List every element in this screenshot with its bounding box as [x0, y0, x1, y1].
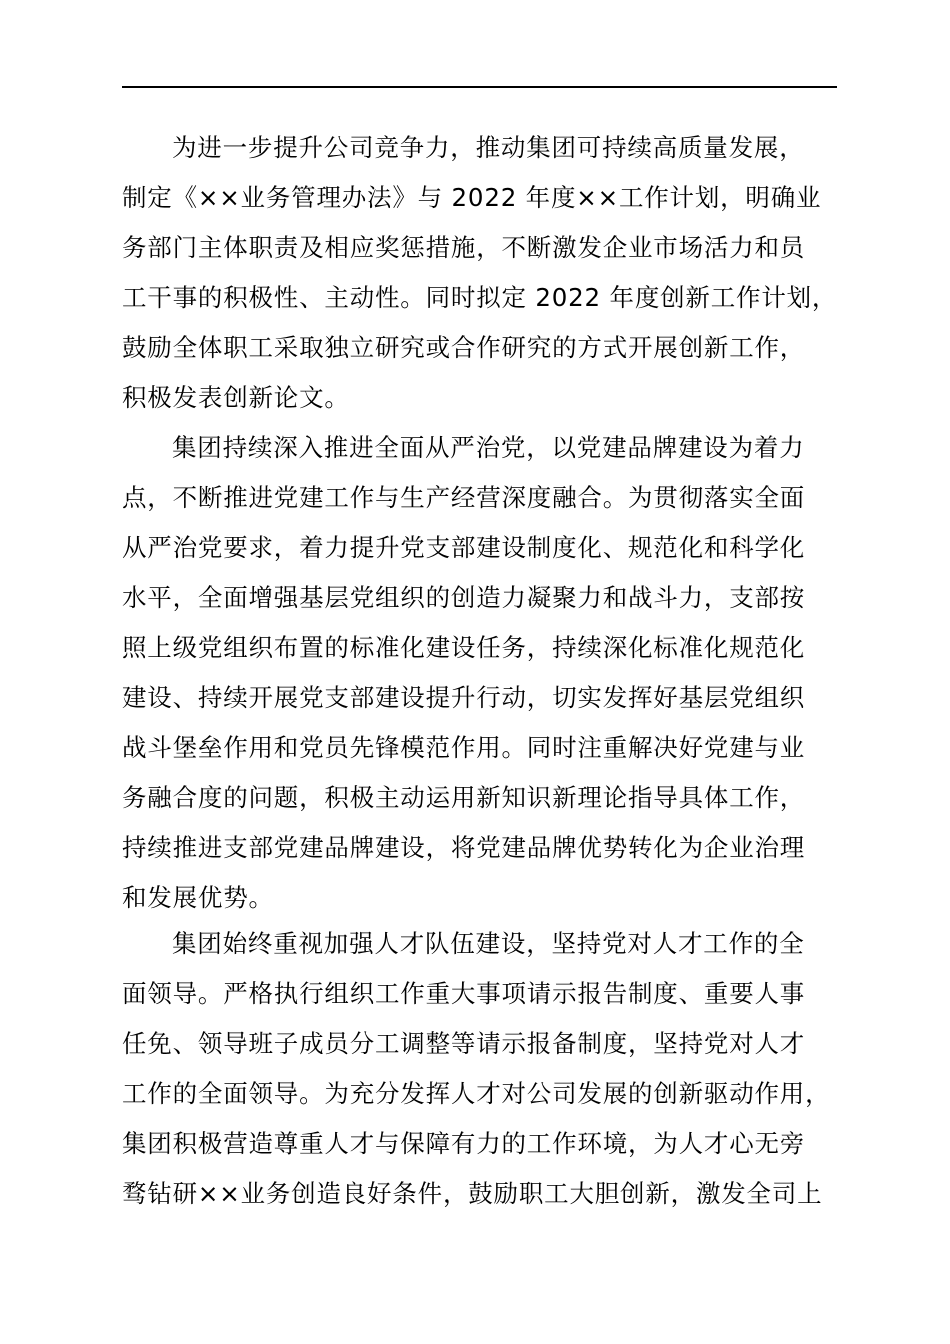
paragraph-line: 任免、领导班子成员分工调整等请示报备制度，坚持党对人才	[122, 1029, 806, 1058]
paragraph-line: 照上级党组织布置的标准化建设任务，持续深化标准化规范化	[122, 633, 806, 662]
paragraph-line: 从严治党要求，着力提升党支部建设制度化、规范化和科学化	[122, 533, 806, 562]
paragraph-line: 务融合度的问题，积极主动运用新知识新理论指导具体工作，	[122, 783, 806, 812]
paragraph-2	[122, 423, 842, 923]
paragraph-line: 建设、持续开展党支部建设提升行动，切实发挥好基层党组织	[122, 683, 806, 712]
paragraph-line: 面领导。严格执行组织工作重大事项请示报告制度、重要人事	[122, 979, 806, 1008]
paragraph-line: 工作的全面领导。为充分发挥人才对公司发展的创新驱动作用，	[122, 1079, 831, 1108]
paragraph-line: 骛钻研××业务创造良好条件，鼓励职工大胆创新，激发全司上	[122, 1179, 823, 1208]
paragraph-line: 为进一步提升公司竞争力，推动集团可持续高质量发展，	[172, 133, 805, 162]
paragraph-line: 战斗堡垒作用和党员先锋模范作用。同时注重解决好党建与业	[122, 733, 806, 762]
paragraph-line: 和发展优势。	[122, 883, 274, 912]
paragraph-line: 积极发表创新论文。	[122, 383, 350, 412]
paragraph-line: 集团持续深入推进全面从严治党，以党建品牌建设为着力	[172, 433, 805, 462]
paragraph-1	[122, 123, 842, 423]
paragraph-line: 持续推进支部党建品牌建设，将党建品牌优势转化为企业治理	[122, 833, 806, 862]
paragraph-line: 工干事的积极性、主动性。同时拟定 2022 年度创新工作计划，	[122, 283, 838, 312]
paragraph-line: 集团始终重视加强人才队伍建设，坚持党对人才工作的全	[172, 929, 805, 958]
paragraph-line: 点，不断推进党建工作与生产经营深度融合。为贯彻落实全面	[122, 483, 806, 512]
paragraph-line: 务部门主体职责及相应奖惩措施，不断激发企业市场活力和员	[122, 233, 806, 262]
paragraph-line: 集团积极营造尊重人才与保障有力的工作环境，为人才心无旁	[122, 1129, 806, 1158]
paragraph-line: 制定《××业务管理办法》与 2022 年度××工作计划，明确业	[122, 183, 822, 212]
paragraph-line: 水平，全面增强基层党组织的创造力凝聚力和战斗力，支部按	[122, 583, 806, 612]
paragraph-3	[122, 919, 842, 1219]
header-rule	[122, 86, 837, 88]
paragraph-line: 鼓励全体职工采取独立研究或合作研究的方式开展创新工作，	[122, 333, 806, 362]
